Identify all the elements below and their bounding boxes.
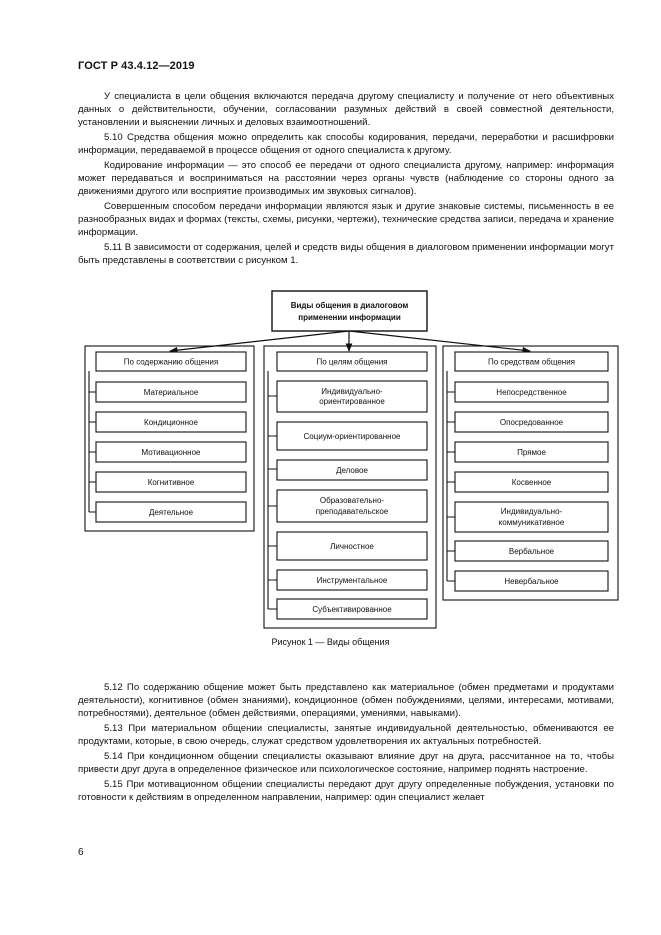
- figure-caption: Рисунок 1 — Виды общения: [271, 637, 390, 647]
- col2-item-box: [277, 490, 427, 522]
- paragraph: 5.14 При кондиционном общении специалисты оказывают влияние друг на друга, рассчитанное на то, чтобы привести друг друга в определенное физическое или психологическое состояние, например поднять настроение.: [78, 750, 614, 775]
- col1-header-label: По содержанию общения: [123, 357, 219, 367]
- col2-item-label: Образовательно-: [319, 496, 385, 505]
- arrow-to-col1: [170, 331, 349, 351]
- root-label-line-2: применении информации: [298, 313, 401, 322]
- body-text-bottom: [78, 682, 614, 807]
- col3-item-label: Прямое: [517, 448, 546, 457]
- col2-item-label: Индивидуально-: [321, 387, 383, 396]
- col2-item-label: Социум-ориентированное: [303, 432, 401, 441]
- paragraph: 5.10 Средства общения можно определить как способы кодирования, передачи, переработки и расшифровки информации, передаваемой в процессе общения от одного специалиста к другому.: [78, 131, 614, 156]
- col3-item-label: Невербальное: [504, 577, 559, 586]
- col2-item-label: преподавательское: [315, 507, 389, 516]
- paragraph: У специалиста в цели общения включаются передача другому специалисту и получение от него объективных данных о действительности, обучении, согласовании разумных действий в своей совместной деятельности, установлении и выяснении личных и деловых взаимоотношений.: [78, 91, 614, 128]
- col1-item-label: Деятельное: [148, 508, 194, 517]
- col3-item-label: Косвенное: [511, 478, 552, 487]
- paragraph: 5.11 В зависимости от содержания, целей и средств виды общения в диалоговом применении информации могут быть представлены в соответствии с рисунком 1.: [78, 241, 614, 266]
- col3-header-label: По средствам общения: [488, 357, 575, 367]
- col3-connector: [447, 371, 455, 581]
- col2-header-label: По целям общения: [316, 357, 388, 367]
- col1-item-label: Мотивационное: [141, 448, 201, 457]
- col1-item-label: Когнитивное: [147, 478, 195, 487]
- col2-connector: [268, 371, 277, 609]
- col3-items: [455, 382, 608, 591]
- arrow-to-col3: [349, 331, 530, 351]
- col1-items: [96, 382, 246, 522]
- paragraph: 5.15 При мотивационном общении специалисты передают друг другу определенные побуждения, установки по готовности к действиям в определенном направлении, например: один специалист желает: [78, 778, 614, 803]
- col1-connector: [89, 371, 96, 512]
- col3-item-label: коммуникативное: [498, 518, 565, 527]
- col2-item-label: Личностное: [330, 542, 374, 551]
- col1-item-label: Материальное: [143, 388, 199, 397]
- col3-item-label: Индивидуально-: [500, 507, 563, 516]
- paragraph: Совершенным способом передачи информации являются язык и другие знаковые системы, письменность в ее разнообразных видах и формах (тексты, схемы, рисунки, чертежи), технические средства записи, передача и хранение информации.: [78, 200, 614, 238]
- root-label-line-1: Виды общения в диалоговом: [290, 301, 409, 310]
- page-number: 6: [78, 847, 84, 858]
- paragraph: 5.12 По содержанию общение может быть представлено как материальное (обмен предметами и продуктами деятельности), когнитивное (обмен знаниями), кондиционное (обмен побуждениями, целями, интересами, мотивами, потребностями), деятельное (обмен действиями, операциями, умениями, навыками).: [78, 682, 614, 719]
- col3-item-label: Опосредованное: [499, 418, 564, 427]
- standard-header: ГОСТ Р 43.4.12—2019: [78, 60, 195, 72]
- paragraph: Кодирование информации — это способ ее передачи от одного специалиста другому, например: информация может передаваться и восприниматься на расстоянии через органы чувств (наблюдение со стороны одного за движениями другого или восприятие производимых им звуковых сигналов).: [78, 159, 614, 197]
- col2-item-label: Инструментальное: [316, 576, 388, 585]
- col2-item-label: Деловое: [336, 466, 368, 475]
- col3-item-label: Вербальное: [508, 547, 555, 556]
- col2-item-label: Субъективированное: [312, 605, 392, 614]
- col1-item-label: Кондиционное: [144, 418, 198, 427]
- paragraph: 5.13 При материальном общении специалисты, занятые индивидуальной деятельностью, обмениваются ее продуктами, которые, в свою очередь, служат средством удовлетворения их актуальных потребностей.: [78, 722, 614, 747]
- col2-items: [277, 381, 427, 619]
- col2-item-label: ориентированное: [319, 397, 385, 406]
- root-box: [272, 291, 427, 331]
- col3-item-label: Непосредственное: [496, 388, 567, 397]
